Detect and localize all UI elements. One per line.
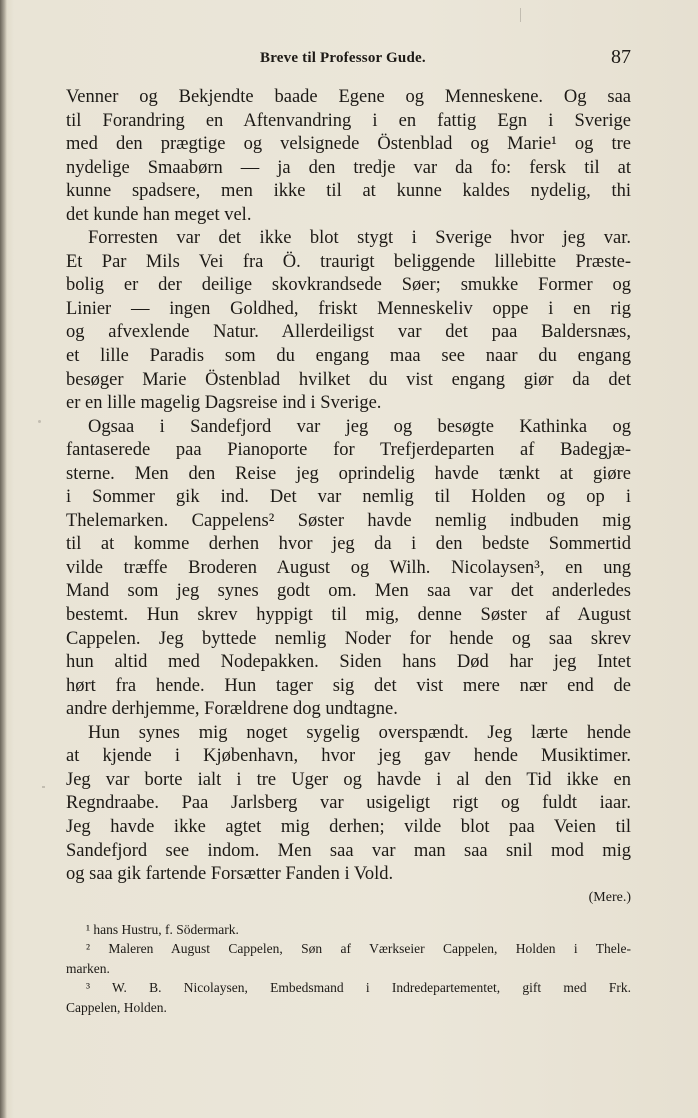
footnote-line: marken. xyxy=(66,960,110,976)
text-line: sterne. Men den Reise jeg oprindelig havde tænkt at giøre xyxy=(66,463,631,484)
page-blemish xyxy=(520,8,521,22)
text-line: besøger Marie Östenblad hvilket du vist engang giør da det xyxy=(66,369,631,390)
running-title: Breve til Professor Gude. xyxy=(260,50,426,66)
text-line: i Sommer gik ind. Det var nemlig til Holden og op i xyxy=(66,487,631,508)
text-line: nydelige Smaabørn — ja den tredje var da fo: fersk til at xyxy=(66,157,631,178)
text-line: Jeg var borte ialt i tre Uger og havde i al den Tid ikke en xyxy=(66,769,631,790)
text-line: til Forandring en Aftenvandring i en fattig Egn i Sverige xyxy=(66,110,631,131)
text-line: Ogsaa i Sandefjord var jeg og besøgte Kathinka og xyxy=(88,416,631,437)
footnote-line: Cappelen, Holden. xyxy=(66,999,167,1015)
text-line: Venner og Bekjendte baade Egene og Menneskene. Og saa xyxy=(66,87,631,107)
text-line: Sandefjord see indom. Men saa var man saa snil mod mig xyxy=(66,840,631,861)
text-line: og afvexlende Natur. Allerdeiligst var det paa Baldersnæs, xyxy=(66,322,631,343)
text-line: til at komme derhen hvor jeg da i den bedste Sommertid xyxy=(66,534,631,555)
text-line: Forresten var det ikke blot stygt i Sverige hvor jeg var. xyxy=(88,228,631,249)
continuation-note: (Mere.) xyxy=(588,890,631,905)
text-line: at kjende i Kjøbenhavn, hvor jeg gav hende Musiktimer. xyxy=(66,746,631,767)
text-line: bolig er der deilige skovkrandsede Søer; smukke Former og xyxy=(66,275,631,296)
page-number: 87 xyxy=(611,46,631,68)
text-line: Regndraabe. Paa Jarlsberg var usigeligt rigt og fuldt iaar. xyxy=(66,793,631,814)
text-line: Linier — ingen Goldhed, friskt Menneskeliv oppe i en rig xyxy=(66,298,631,319)
text-line: andre derhjemme, Forældrene dog undtagne. xyxy=(66,699,398,720)
text-line: et lille Paradis som du engang maa see naar du engang xyxy=(66,346,631,367)
text-line: Jeg havde ikke agtet mig derhen; vilde blot paa Veien til xyxy=(66,816,631,837)
footnotes xyxy=(66,920,631,1017)
text-line: kunne spadsere, men ikke til at kunne kaldes nydelig, thi xyxy=(66,181,631,202)
text-line: Cappelen. Jeg byttede nemlig Noder for hende og saa skrev xyxy=(66,628,631,649)
page-blemish xyxy=(38,420,41,423)
running-header xyxy=(66,44,631,74)
text-line: Et Par Mils Vei fra Ö. traurigt beliggende lillebitte Præste- xyxy=(66,251,631,272)
text-line: vilde træffe Broderen August og Wilh. Nicolaysen³, en ung xyxy=(66,557,631,578)
text-line: bestemt. Hun skrev hyppigt til mig, denne Søster af August xyxy=(66,605,631,626)
text-line: og saa gik fartende Forsætter Fanden i Vold. xyxy=(66,864,394,885)
text-line: hun altid med Nodepakken. Siden hans Død har jeg Intet xyxy=(66,652,631,673)
text-line: Mand som jeg synes godt om. Men saa var det anderledes xyxy=(66,581,631,602)
text-line: Hun synes mig noget sygelig overspændt. Jeg lærte hende xyxy=(88,722,631,743)
text-line: er en lille magelig Dagsreise ind i Sverige. xyxy=(66,393,382,414)
footnote-line: ² Maleren August Cappelen, Søn af Værkseier Cappelen, Holden i Thele- xyxy=(86,941,631,957)
text-line: med den prægtige og velsignede Östenblad og Marie¹ og tre xyxy=(66,134,631,155)
text-line: hørt fra hende. Hun tager sig det vist mere nær end de xyxy=(66,675,631,696)
footnote-line: ¹ hans Hustru, f. Södermark. xyxy=(86,922,239,937)
footnote-line: ³ W. B. Nicolaysen, Embedsmand i Indredepartementet, gift med Frk. xyxy=(86,980,631,996)
text-line: Thelemarken. Cappelens² Søster havde nemlig indbuden mig xyxy=(66,510,631,531)
text-line: fantaserede paa Pianoporte for Trefjerdeparten af Badegjæ- xyxy=(66,440,631,461)
page-gutter-shadow xyxy=(0,0,7,1118)
page-blemish xyxy=(42,786,45,788)
body-text xyxy=(66,86,631,887)
text-line: det kunde han meget vel. xyxy=(66,204,252,225)
